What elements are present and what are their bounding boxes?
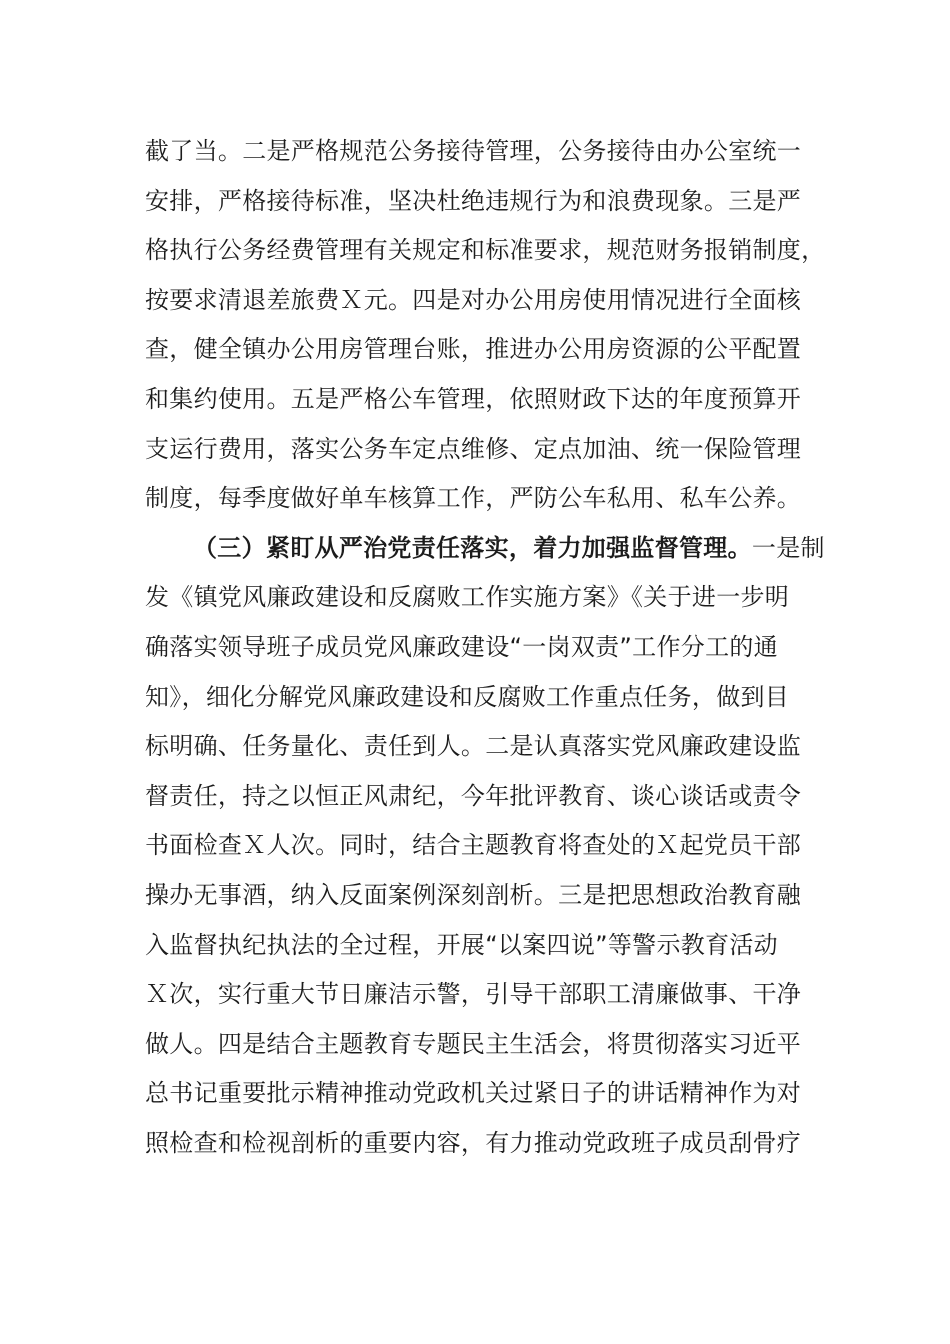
text-line: 知》，细化分解党风廉政建设和反腐败工作重点任务，做到目: [145, 682, 790, 711]
text-line: 书面检查Ｘ人次。同时，结合主题教育将查处的Ｘ起党员干部: [145, 831, 802, 860]
text-line: 发《镇党风廉政建设和反腐败工作实施方案》《关于进一步明: [145, 583, 790, 612]
text-line: 支运行费用，落实公务车定点维修、定点加油、统一保险管理: [145, 434, 802, 463]
text-line: 制度，每季度做好单车核算工作，严防公车私用、私车公养。: [145, 484, 802, 513]
text-line: 入监督执纪执法的全过程，开展“以案四说”等警示教育活动: [145, 930, 778, 959]
text-line: 安排，严格接待标准，坚决杜绝违规行为和浪费现象。三是严: [145, 186, 802, 215]
text-line: 按要求清退差旅费Ｘ元。四是对办公用房使用情况进行全面核: [145, 285, 802, 314]
section-heading-continuation: 一是制: [751, 533, 825, 562]
text-line: 格执行公务经费管理有关规定和标准要求，规范财务报销制度，: [145, 236, 826, 265]
section-heading-line: [145, 524, 825, 574]
text-line: 操办无事酒，纳入反面案例深刻剖析。三是把思想政治教育融: [145, 880, 802, 909]
section-heading: （三）紧盯从严治党责任落实，着力加强监督管理。: [193, 533, 752, 562]
text-line: 总书记重要批示精神推动党政机关过紧日子的讲话精神作为对: [145, 1079, 802, 1108]
text-line: 照检查和检视剖析的重要内容，有力推动党政班子成员刮骨疗: [145, 1128, 802, 1157]
text-line: 查，健全镇办公用房管理台账，推进办公用房资源的公平配置: [145, 335, 802, 364]
text-line: 确落实领导班子成员党风廉政建设“一岗双责”工作分工的通: [145, 632, 778, 661]
text-line: 做人。四是结合主题教育专题民主生活会，将贯彻落实习近平: [145, 1029, 802, 1058]
text-line: 和集约使用。五是严格公车管理，依照财政下达的年度预算开: [145, 384, 802, 413]
text-line: Ｘ次，实行重大节日廉洁示警，引导干部职工清廉做事、干净: [145, 980, 802, 1009]
text-line: 督责任，持之以恒正风肃纪，今年批评教育、谈心谈话或责令: [145, 781, 802, 810]
document-body: [145, 127, 826, 1168]
text-line: 标明确、任务量化、责任到人。二是认真落实党风廉政建设监: [145, 732, 802, 761]
text-line: 截了当。二是严格规范公务接待管理，公务接待由办公室统一: [145, 137, 802, 165]
